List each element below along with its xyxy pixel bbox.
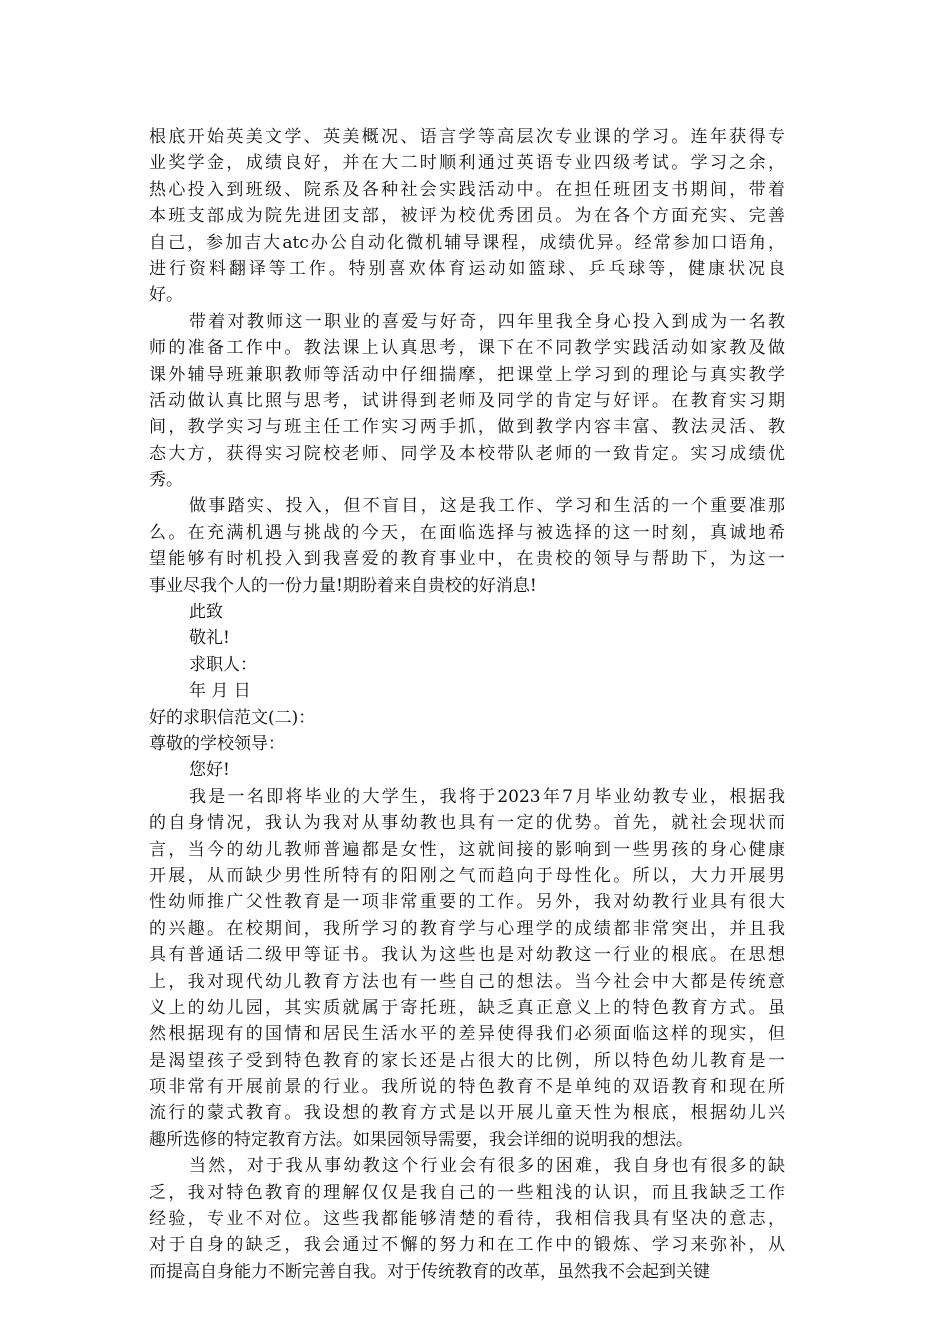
text-line: 性幼师推广父性教育是一项非常重要的工作。另外，我对幼教行业具有很大 <box>149 892 785 913</box>
text-line: 求职人： <box>189 654 257 675</box>
text-line: 进行资料翻译等工作。特别喜欢体育运动如篮球、乒乓球等，健康状况良 <box>149 258 785 279</box>
text-line: 项非常有开展前景的行业。我所说的特色教育不是单纯的双语教育和现在所 <box>149 1077 785 1098</box>
text-line: 好的求职信范文(二)： <box>149 707 316 728</box>
text-line: 事业尽我个人的一份力量!期盼着来自贵校的好消息! <box>149 575 537 596</box>
text-line: 活动做认真比照与思考，试讲得到老师及同学的肯定与好评。在教育实习期 <box>149 390 785 411</box>
text-line: 带着对教师这一职业的喜爱与好奇，四年里我全身心投入到成为一名教 <box>189 311 785 332</box>
text-line: 的自身情况，我认为我对从事幼教也具有一定的优势。首先，就社会现状而 <box>149 813 785 834</box>
text-line: 经验，专业不对位。这些我都能够清楚的看待，我相信我具有坚决的意志， <box>149 1209 785 1230</box>
text-line: 秀。 <box>149 470 183 491</box>
text-line: 我是一名即将毕业的大学生，我将于2023年7月毕业幼教专业，根据我 <box>189 786 785 807</box>
text-line: 好。 <box>149 285 183 306</box>
text-line: 对于自身的缺乏，我会通过不懈的努力和在工作中的锻炼、学习来弥补，从 <box>149 1235 785 1256</box>
text-line: 您好! <box>189 760 230 781</box>
paragraph-p4 <box>149 599 785 625</box>
text-line: 尊敬的学校领导： <box>149 733 285 754</box>
text-line: 义上的幼儿园，其实质就属于寄托班，缺乏真正意义上的特色教育方式。虽 <box>149 997 785 1018</box>
text-line: 开展，从而缺少男性所特有的阳刚之气而趋向于母性化。所以，大力开展男 <box>149 865 785 886</box>
paragraph-p2 <box>149 309 785 494</box>
text-line: 的兴趣。在校期间，我所学习的教育学与心理学的成绩都非常突出，并且我 <box>149 918 785 939</box>
paragraph-p10 <box>149 757 785 783</box>
text-line: 做事踏实、投入，但不盲目，这是我工作、学习和生活的一个重要准那 <box>189 496 785 517</box>
text-line: 么。在充满机遇与挑战的今天，在面临选择与被选择的这一时刻，真诚地希 <box>149 522 785 543</box>
text-line: 而提高自身能力不断完善自我。对于传统教育的改革，虽然我不会起到关键 <box>149 1261 710 1282</box>
text-line: 自己，参加吉大atc办公自动化微机辅导课程，成绩优异。经常参加口语角， <box>149 232 785 253</box>
text-line: 是渴望孩子受到特色教育的家长还是占很大的比例，所以特色幼儿教育是一 <box>149 1050 785 1071</box>
document-page <box>149 124 785 1285</box>
text-line: 言，当今的幼儿教师普遍都是女性，这就间接的影响到一些男孩的身心健康 <box>149 839 785 860</box>
text-line: 年 月 日 <box>189 681 251 702</box>
paragraph-p1 <box>149 124 785 309</box>
text-line: 间，教学实习与班主任工作实习两手抓，做到教学内容丰富、教法灵活、教 <box>149 417 785 438</box>
paragraph-p6 <box>149 652 785 678</box>
text-line: 师的准备工作中。教法课上认真思考，课下在不同教学实践活动如家教及做 <box>149 338 785 359</box>
text-line: 具有普通话二级甲等证书。我认为这些也是对幼教这一行业的根底。在思想 <box>149 945 785 966</box>
text-line: 当然，对于我从事幼教这个行业会有很多的困难，我自身也有很多的缺 <box>189 1156 785 1177</box>
paragraph-p8 <box>149 705 785 731</box>
paragraph-p3 <box>149 493 785 599</box>
text-line: 流行的蒙式教育。我设想的教育方式是以开展儿童天性为根底，根据幼儿兴 <box>149 1103 785 1124</box>
paragraph-p11 <box>149 784 785 1153</box>
text-line: 课外辅导班兼职教师等活动中仔细揣摩，把课堂上学习到的理论与真实教学 <box>149 364 785 385</box>
text-line: 态大方，获得实习院校老师、同学及本校带队老师的一致肯定。实习成绩优 <box>149 443 785 464</box>
paragraph-p12 <box>149 1153 785 1285</box>
paragraph-p7 <box>149 678 785 704</box>
text-line: 此致 <box>189 602 223 623</box>
text-line: 望能够有时机投入到我喜爱的教育事业中，在贵校的领导与帮助下，为这一 <box>149 549 785 570</box>
text-line: 乏，我对特色教育的理解仅仅是我自己的一些粗浅的认识，而且我缺乏工作 <box>149 1182 785 1203</box>
text-line: 然根据现有的国情和居民生活水平的差异使得我们必须面临这样的现实，但 <box>149 1024 785 1045</box>
paragraph-p9 <box>149 731 785 757</box>
text-line: 根底开始英美文学、英美概况、语言学等高层次专业课的学习。连年获得专 <box>149 127 785 147</box>
text-line: 本班支部成为院先进团支部，被评为校优秀团员。为在各个方面充实、完善 <box>149 206 785 227</box>
text-line: 业奖学金，成绩良好，并在大二时顺利通过英语专业四级考试。学习之余， <box>149 153 785 174</box>
paragraph-p5 <box>149 625 785 651</box>
text-line: 敬礼! <box>189 628 230 649</box>
text-line: 趣所选修的特定教育方法。如果园领导需要，我会详细的说明我的想法。 <box>149 1129 693 1150</box>
text-line: 上，我对现代幼儿教育方法也有一些自己的想法。当今社会中大都是传统意 <box>149 971 785 992</box>
text-line: 热心投入到班级、院系及各种社会实践活动中。在担任班团支书期间，带着 <box>149 179 785 200</box>
